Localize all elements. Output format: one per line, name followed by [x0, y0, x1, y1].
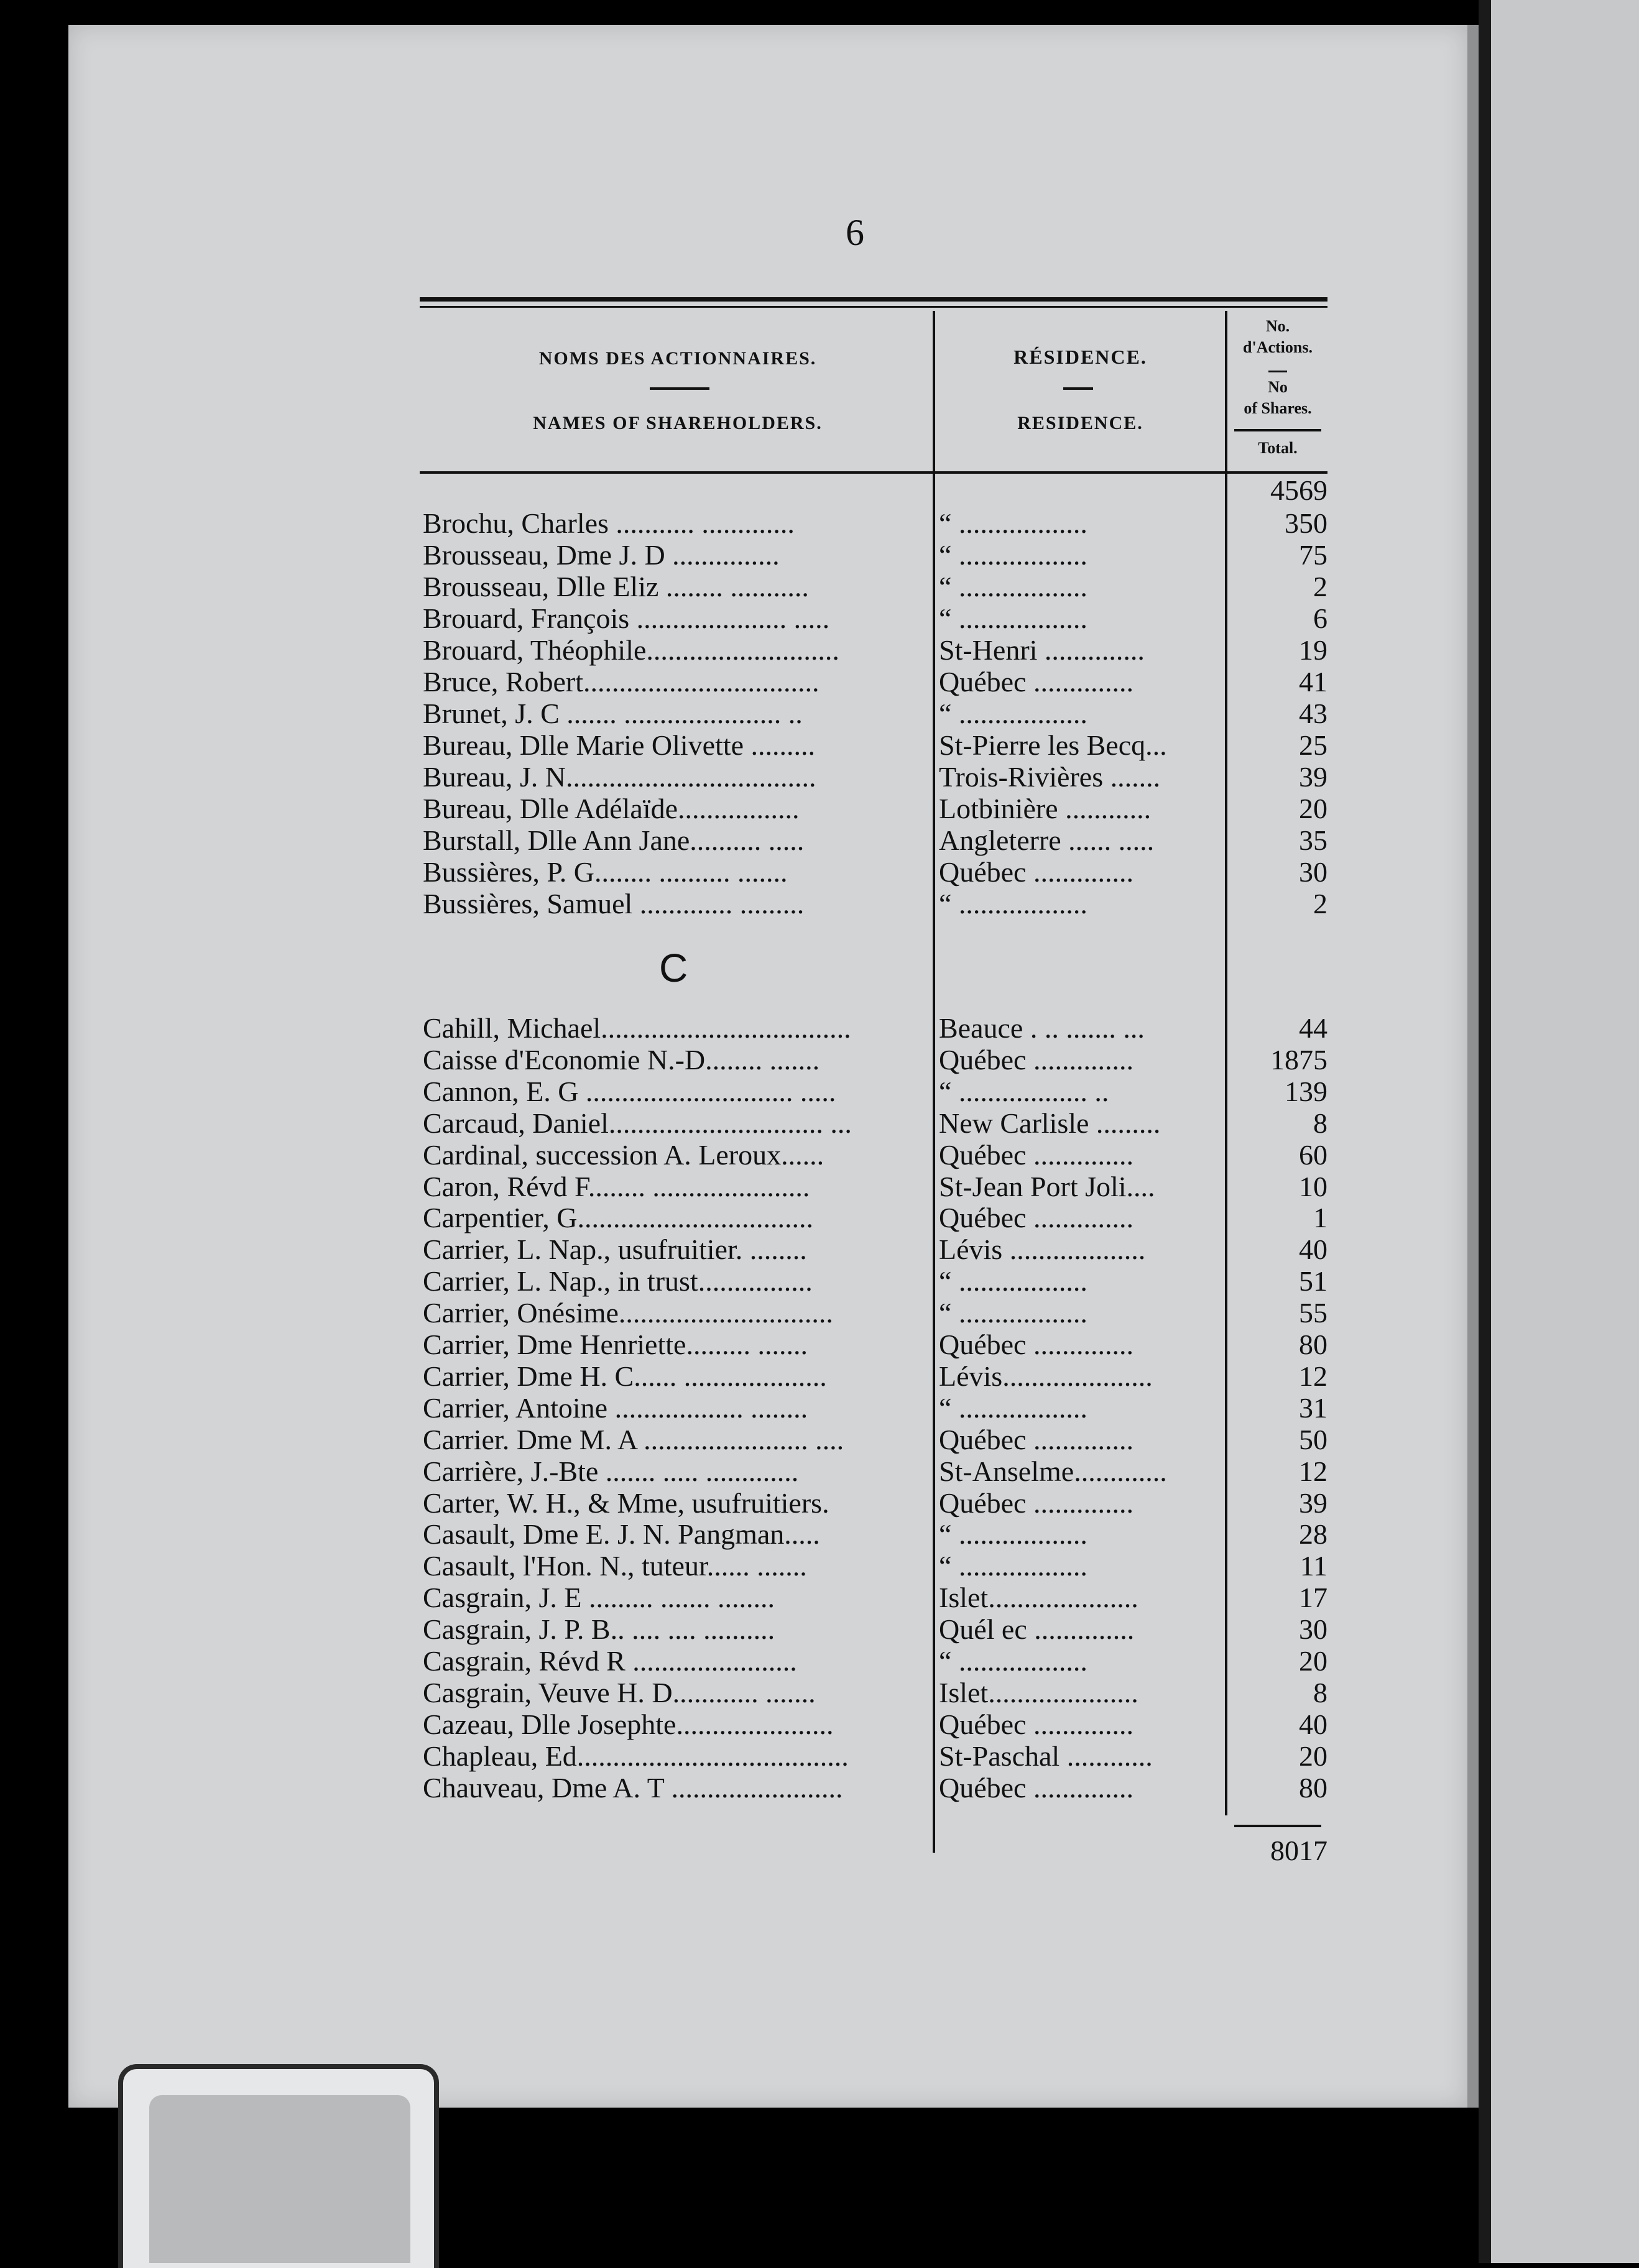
- shareholder-name: Brouard, Théophile...........................: [423, 634, 839, 666]
- shareholder-name: Brochu, Charles ........... .............: [423, 507, 795, 539]
- table-row: [0, 1360, 1639, 1391]
- header-shares-dash: [1268, 371, 1287, 372]
- shareholder-residence: Québec ..............: [939, 1202, 1133, 1234]
- shareholder-name: Carrier, Dme H. C...... ....................: [423, 1360, 827, 1392]
- table-row: [0, 570, 1639, 602]
- table-row: [0, 697, 1639, 729]
- shareholder-residence: St-Jean Port Joli....: [939, 1170, 1155, 1202]
- table-row: [0, 1644, 1639, 1676]
- table-row: [0, 1233, 1639, 1265]
- shareholder-name: Casault, l'Hon. N., tuteur...... .......: [423, 1550, 807, 1582]
- shareholder-name: Casgrain, J. P. B.. .... .... ..........: [423, 1613, 775, 1646]
- shareholder-shares: 139: [1285, 1075, 1327, 1107]
- shareholder-residence: Québec ..............: [939, 1043, 1133, 1076]
- shareholder-residence: Trois-Rivières .......: [939, 761, 1161, 793]
- shareholder-name: Carcaud, Daniel.............................. ...: [423, 1107, 852, 1139]
- table-row: [0, 1581, 1639, 1613]
- table-row: [0, 1423, 1639, 1455]
- table-row: [0, 792, 1639, 824]
- shareholder-residence: “ ..................: [939, 507, 1087, 539]
- header-top-rule-thin: [420, 306, 1327, 308]
- shareholder-name: Casgrain, Révd R .......................: [423, 1645, 797, 1677]
- shareholder-shares: 35: [1299, 824, 1327, 856]
- shareholder-name: Casault, Dme E. J. N. Pangman.....: [423, 1518, 820, 1551]
- shareholder-shares: 44: [1299, 1012, 1327, 1044]
- table-row: [0, 729, 1639, 760]
- shareholder-shares: 12: [1299, 1455, 1327, 1487]
- page-holder-tab-inner: [149, 2095, 410, 2263]
- shareholder-name: Carpentier, G.................................: [423, 1202, 814, 1234]
- shareholder-residence: “ ..................: [939, 888, 1087, 920]
- shareholder-residence: Québec ..............: [939, 1138, 1133, 1171]
- table-row: [0, 665, 1639, 697]
- shareholder-shares: 28: [1299, 1518, 1327, 1551]
- shareholder-shares: 20: [1299, 793, 1327, 824]
- final-total: 8017: [1270, 1835, 1327, 1866]
- shareholder-name: Cannon, E. G ............................. .....: [423, 1075, 836, 1107]
- table-row: [0, 1328, 1639, 1360]
- shareholder-residence: Québec ..............: [939, 1423, 1133, 1455]
- shareholder-residence: Angleterre ...... .....: [939, 824, 1155, 856]
- shareholder-name: Bureau, Dlle Marie Olivette .........: [423, 729, 816, 761]
- shareholder-name: Chapleau, Ed......................................: [423, 1740, 849, 1772]
- table-row: [0, 602, 1639, 634]
- shareholder-name: Bureau, Dlle Adélaïde.................: [423, 793, 800, 824]
- shareholder-shares: 60: [1299, 1138, 1327, 1171]
- header-shares-of-shares: of Shares.: [1244, 399, 1312, 417]
- table-row: [0, 1138, 1639, 1170]
- table-row: [0, 1708, 1639, 1740]
- shareholder-residence: “ ..................: [939, 1518, 1087, 1551]
- shareholder-shares: 1875: [1270, 1043, 1327, 1076]
- shareholder-residence: Islet.....................: [939, 1582, 1138, 1614]
- shareholder-shares: 43: [1299, 698, 1327, 729]
- shareholder-name: Bruce, Robert.................................: [423, 666, 820, 698]
- shareholder-shares: 20: [1299, 1645, 1327, 1677]
- shareholder-shares: 6: [1313, 602, 1327, 634]
- table-row: [0, 1391, 1639, 1423]
- shareholder-shares: 41: [1299, 666, 1327, 698]
- shareholder-residence: St-Henri ..............: [939, 634, 1145, 666]
- header-residence-en: RESIDENCE.: [1017, 413, 1143, 433]
- header-total: Total.: [1258, 439, 1298, 457]
- table-row: [0, 1043, 1639, 1075]
- shareholder-shares: 1: [1313, 1202, 1327, 1234]
- shareholder-shares: 30: [1299, 1613, 1327, 1646]
- shareholder-name: Carrier, Dme Henriette......... .......: [423, 1329, 808, 1360]
- shareholder-shares: 50: [1299, 1423, 1327, 1455]
- shareholder-name: Cazeau, Dlle Josephte......................: [423, 1708, 834, 1740]
- shareholder-residence: “ ..................: [939, 1265, 1087, 1298]
- header-top-rule: [420, 297, 1327, 302]
- shareholder-name: Cardinal, succession A. Leroux......: [423, 1138, 824, 1171]
- shareholder-shares: 40: [1299, 1233, 1327, 1266]
- table-row: [0, 855, 1639, 887]
- shareholder-residence: New Carlisle .........: [939, 1107, 1161, 1139]
- table-row: [0, 1771, 1639, 1803]
- shareholder-name: Brousseau, Dlle Eliz ........ ...........: [423, 571, 809, 602]
- shareholder-shares: 8: [1313, 1107, 1327, 1139]
- table-row: [0, 1549, 1639, 1581]
- shareholder-residence: Québec ..............: [939, 1771, 1133, 1804]
- shareholder-name: Chauveau, Dme A. T ........................: [423, 1771, 843, 1804]
- header-names-fr: NOMS DES ACTIONNAIRES.: [538, 348, 817, 369]
- header-bottom-rule: [420, 471, 1327, 474]
- shareholder-name: Brunet, J. C ....... ...................... ..: [423, 698, 803, 729]
- header-total-rule: [1234, 429, 1321, 431]
- shareholder-shares: 19: [1299, 634, 1327, 666]
- shareholder-residence: St-Anselme.............: [939, 1455, 1167, 1487]
- shareholder-shares: 40: [1299, 1708, 1327, 1740]
- header-shares-no: No.: [1265, 317, 1290, 335]
- table-row: [0, 760, 1639, 792]
- table-row: [0, 1676, 1639, 1708]
- shareholder-shares: 350: [1285, 507, 1327, 539]
- shareholder-name: Caron, Révd F........ ......................: [423, 1170, 810, 1202]
- shareholder-shares: 39: [1299, 1487, 1327, 1519]
- shareholder-shares: 11: [1300, 1550, 1327, 1582]
- shareholder-name: Casgrain, Veuve H. D............ .......: [423, 1676, 816, 1708]
- shareholder-name: Bussières, Samuel ............. .........: [423, 888, 805, 920]
- shareholder-residence: Québec ..............: [939, 1329, 1133, 1360]
- final-total-rule: [1234, 1825, 1321, 1827]
- carried-total: 4569: [1270, 474, 1327, 506]
- shareholder-name: Brousseau, Dme J. D ...............: [423, 539, 780, 571]
- shareholder-residence: “ ..................: [939, 539, 1087, 571]
- table-row: [0, 1487, 1639, 1518]
- shareholder-residence: Lotbinière ............: [939, 793, 1152, 824]
- table-row: [0, 1296, 1639, 1328]
- shareholder-shares: 51: [1299, 1265, 1327, 1298]
- shareholder-shares: 2: [1313, 571, 1327, 602]
- shareholder-shares: 10: [1299, 1170, 1327, 1202]
- shareholder-residence: “ ..................: [939, 1391, 1087, 1424]
- table-row: [0, 824, 1639, 855]
- shareholder-residence: “ ..................: [939, 602, 1087, 634]
- shareholder-residence: Lévis.....................: [939, 1360, 1153, 1392]
- table-row: [0, 1107, 1639, 1138]
- shareholder-shares: 55: [1299, 1297, 1327, 1329]
- header-shares-no2: No: [1268, 378, 1288, 396]
- shareholder-residence: Islet.....................: [939, 1676, 1138, 1708]
- table-row: [0, 1170, 1639, 1202]
- section-letter: C: [659, 946, 688, 990]
- shareholder-residence: Quél ec ..............: [939, 1613, 1135, 1646]
- table-row: [0, 1075, 1639, 1107]
- shareholder-residence: “ ..................: [939, 698, 1087, 729]
- shareholder-shares: 20: [1299, 1740, 1327, 1772]
- shareholder-residence: Québec ..............: [939, 1487, 1133, 1519]
- shareholder-shares: 30: [1299, 856, 1327, 888]
- table-row: [0, 1455, 1639, 1487]
- table-row: [0, 1613, 1639, 1644]
- table-row: [0, 1265, 1639, 1296]
- shareholder-residence: Québec ..............: [939, 1708, 1133, 1740]
- shareholder-shares: 31: [1299, 1391, 1327, 1424]
- shareholder-residence: “ ..................: [939, 571, 1087, 602]
- shareholder-residence: Québec ..............: [939, 666, 1133, 698]
- shareholder-name: Carrier, L. Nap., in trust................: [423, 1265, 813, 1298]
- shareholder-shares: 80: [1299, 1329, 1327, 1360]
- table-row: [0, 1012, 1639, 1043]
- header-names-dash: [650, 387, 709, 390]
- shareholder-residence: “ .................. ..: [939, 1075, 1109, 1107]
- header-residence-fr: RÉSIDENCE.: [1013, 346, 1147, 368]
- shareholder-shares: 8: [1313, 1676, 1327, 1708]
- table-row: [0, 538, 1639, 570]
- header-shares-dactions: d'Actions.: [1243, 338, 1313, 356]
- shareholder-residence: Beauce . .. ....... ...: [939, 1012, 1145, 1044]
- table-row: [0, 1518, 1639, 1549]
- table-row: [0, 634, 1639, 665]
- shareholder-name: Carrier, L. Nap., usufruitier. ........: [423, 1233, 807, 1266]
- shareholder-name: Carrier, Antoine .................. ........: [423, 1391, 808, 1424]
- shareholder-residence: “ ..................: [939, 1645, 1087, 1677]
- shareholder-name: Burstall, Dlle Ann Jane.......... .....: [423, 824, 805, 856]
- header-residence-dash: [1063, 387, 1093, 390]
- shareholder-shares: 17: [1299, 1582, 1327, 1614]
- shareholder-residence: Lévis ...................: [939, 1233, 1146, 1266]
- table-row: [0, 1740, 1639, 1771]
- table-row: [0, 1201, 1639, 1233]
- shareholder-name: Carter, W. H., & Mme, usufruitiers.: [423, 1487, 829, 1519]
- shareholder-name: Carrier. Dme M. A ....................... ....: [423, 1423, 844, 1455]
- shareholder-shares: 2: [1313, 888, 1327, 920]
- shareholder-name: Bussières, P. G........ .......... .......: [423, 856, 788, 888]
- table-row: [0, 507, 1639, 538]
- shareholder-shares: 25: [1299, 729, 1327, 761]
- shareholder-name: Cahill, Michael...................................: [423, 1012, 851, 1044]
- shareholder-name: Bureau, J. N...................................: [423, 761, 816, 793]
- shareholder-name: Brouard, François ..................... .....: [423, 602, 830, 634]
- table-row: [0, 887, 1639, 919]
- shareholder-name: Casgrain, J. E ......... ....... ........: [423, 1582, 775, 1614]
- shareholder-residence: Québec ..............: [939, 856, 1133, 888]
- header-names-en: NAMES OF SHAREHOLDERS.: [533, 413, 823, 433]
- shareholder-residence: St-Paschal ............: [939, 1740, 1153, 1772]
- shareholder-name: Caisse d'Economie N.-D........ .......: [423, 1043, 820, 1076]
- shareholder-shares: 12: [1299, 1360, 1327, 1392]
- shareholder-shares: 75: [1299, 539, 1327, 571]
- shareholder-name: Carrier, Onésime..............................: [423, 1297, 833, 1329]
- shareholder-residence: “ ..................: [939, 1297, 1087, 1329]
- shareholder-shares: 39: [1299, 761, 1327, 793]
- page-number: 6: [846, 212, 864, 253]
- shareholder-residence: St-Pierre les Becq...: [939, 729, 1167, 761]
- shareholder-residence: “ ..................: [939, 1550, 1087, 1582]
- shareholder-name: Carrière, J.-Bte ....... ..... .............: [423, 1455, 799, 1487]
- shareholder-shares: 80: [1299, 1771, 1327, 1804]
